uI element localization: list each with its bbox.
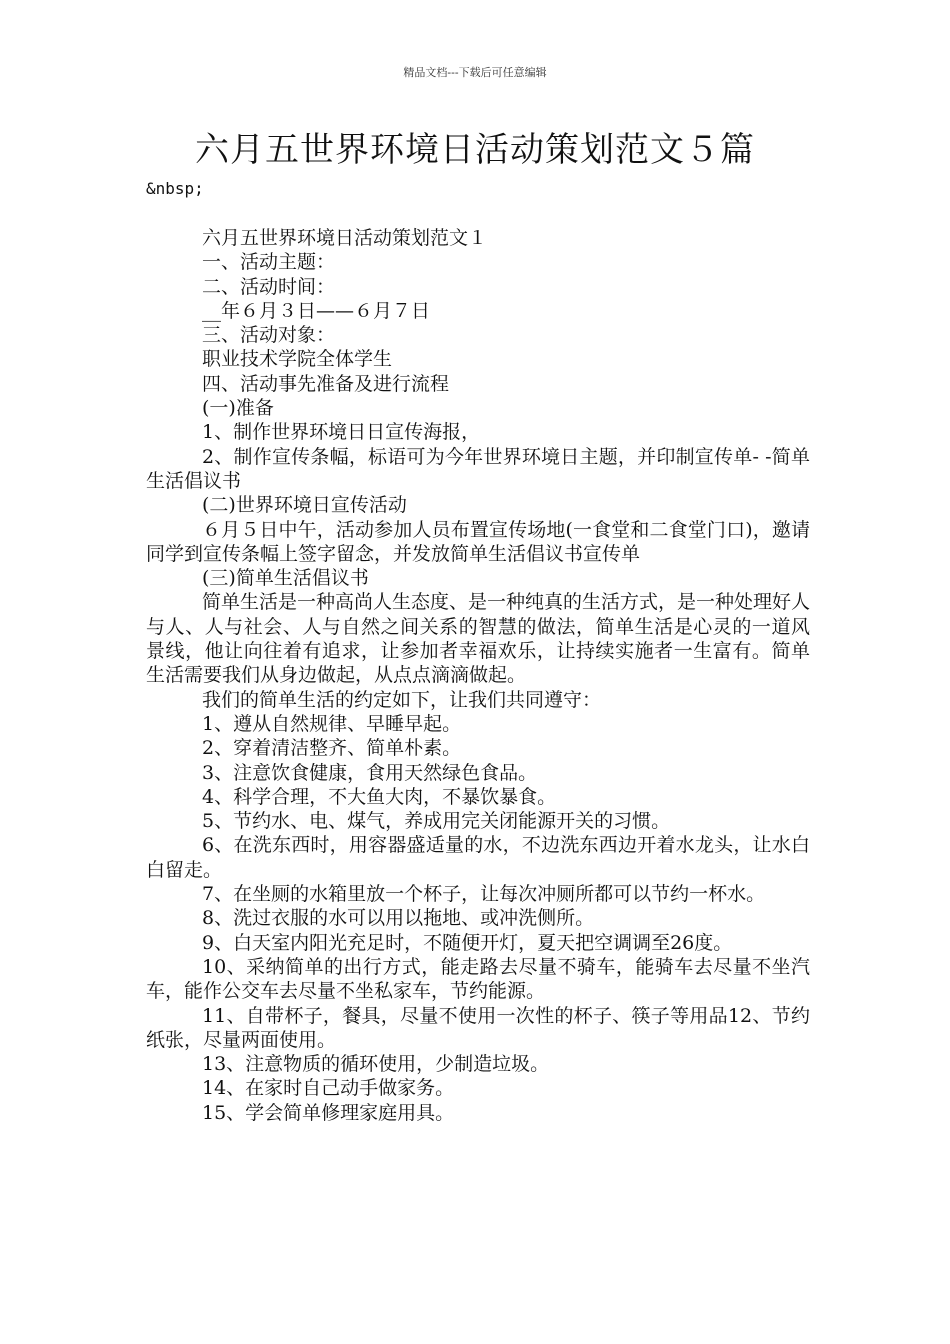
list-item: 8、洗过衣服的水可以用以拖地、或冲洗侧所。 [202, 907, 595, 930]
document-body [146, 226, 810, 1125]
activity-target-value: 职业技术学院全体学生 [202, 348, 393, 371]
activity-time-heading: 二、活动时间： [202, 275, 336, 298]
list-item: 13、注意物质的循环使用，少制造垃圾。 [202, 1053, 550, 1076]
list-item: 1、遵从自然规律、早睡早起。 [202, 712, 462, 735]
body-paragraph: 我们的简单生活的约定如下，让我们共同遵守： [202, 688, 602, 711]
list-item: 1、制作世界环境日日宣传海报， [202, 421, 481, 444]
list-item: 4、科学合理，不大鱼大肉，不暴饮暴食。 [202, 785, 557, 808]
list-item: 2、穿着清洁整齐、简单朴素。 [202, 737, 462, 760]
activity-theme-heading: 一、活动主题： [202, 251, 336, 274]
proposal-subheading: (三)简单生活倡议书 [202, 567, 369, 590]
page-header-note: 精品文档---下载后可任意编辑 [403, 66, 547, 79]
list-item: 15、学会简单修理家庭用具。 [202, 1101, 455, 1124]
list-item: 3、注意饮食健康，食用天然绿色食品。 [202, 761, 538, 784]
list-item: 9、白天室内阳光充足时，不随便开灯，夏天把空调调至26度。 [202, 931, 733, 954]
body-paragraph: 简单生活是一种高尚人生态度、是一种纯真的生活方式，是一种处理好人与人、人与社会、人与自然之间关系的智慧的做法，简单生活是心灵的一道风景线，他让向往着有追求，让参加者幸福欢乐，让持续实施者一生富有。简单生活需要我们从身边做起，从点点滴滴做起。 [146, 591, 811, 687]
preparation-subheading: (一)准备 [202, 397, 274, 420]
list-item: 11、自带杯子，餐具，尽量不使用一次性的杯子、筷子等用品12、节约纸张，尽量两面使用。 [146, 1004, 810, 1051]
promotion-activity-subheading: (二)世界环境日宣传活动 [202, 494, 407, 517]
activity-target-heading: 三、活动对象： [202, 324, 336, 347]
document-title: 六月五世界环境日活动策划范文５篇 [195, 130, 755, 170]
list-item: 10、采纳简单的出行方式，能走路去尽量不骑车，能骑车去尽量不坐汽车，能作公交车去尽量不坐私家车，节约能源。 [146, 955, 810, 1003]
section-subtitle: 六月五世界环境日活动策划范文１ [202, 227, 488, 249]
nbsp-artifact-text: &nbsp; [146, 179, 204, 198]
body-paragraph: ６月５日中午，活动参加人员布置宣传场地(一食堂和二食堂门口)，邀请同学到宣传条幅上签字留念，并发放简单生活倡议书宣传单 [146, 518, 810, 565]
list-item: 7、在坐厕的水箱里放一个杯子，让每次冲厕所都可以节约一杯水。 [202, 883, 766, 906]
preparation-process-heading: 四、活动事先准备及进行流程 [202, 372, 450, 395]
list-item: 14、在家时自己动手做家务。 [202, 1077, 455, 1100]
list-item: 5、节约水、电、煤气，养成用完关闭能源开关的习惯。 [202, 810, 671, 833]
list-item: 2、制作宣传条幅，标语可为今年世界环境日主题，并印制宣传单- -简单生活倡议书 [146, 445, 810, 492]
list-item: 6、在洗东西时，用容器盛适量的水，不边洗东西边开着水龙头，让水白白留走。 [146, 834, 810, 881]
activity-time-value: __年６月３日——６月７日 [202, 299, 431, 322]
